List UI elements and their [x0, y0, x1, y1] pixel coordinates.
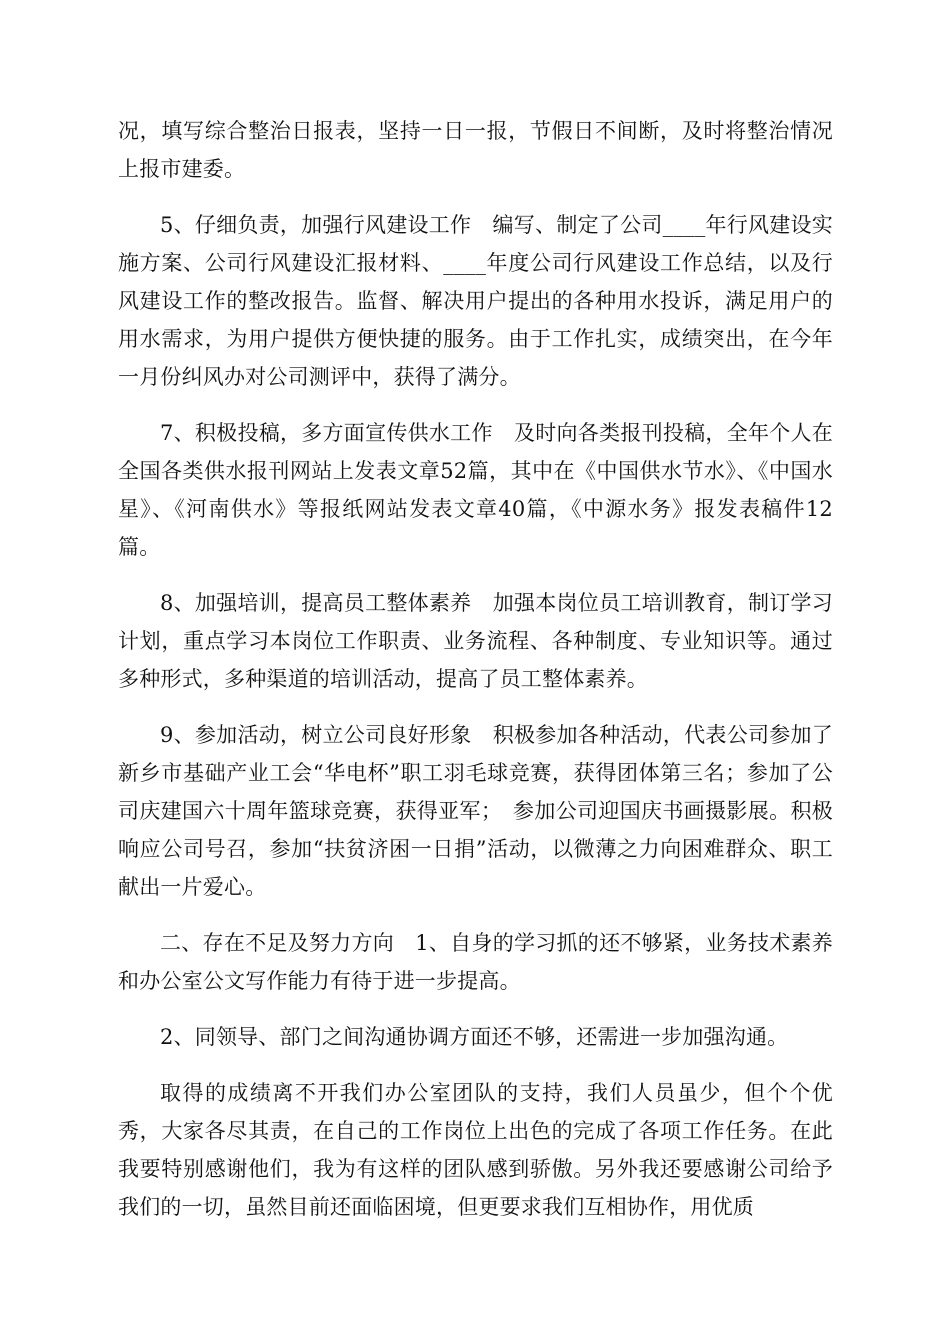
paragraph-section-2: 二、存在不足及努力方向 1、自身的学习抓的还不够紧，业务技术素养和办公室公文写作能力有待于进一步提高。	[118, 931, 833, 993]
paragraph-closing: 取得的成绩离不开我们办公室团队的支持，我们人员虽少，但个个优秀，大家各尽其责，在自己的工作岗位上出色的完成了各项工作任务。在此我要特别感谢他们，我为有这样的团队感到骄傲。另外我还要感谢公司给予我们的一切，虽然目前还面临困境，但更要求我们互相协作，用优质	[118, 1081, 833, 1219]
paragraph-item-7: 7、积极投稿，多方面宣传供水工作 及时向各类报刊投稿，全年个人在全国各类供水报刊网站上发表文章52篇，其中在《中国供水节水》、《中国水星》、《河南供水》等报纸网站发表文章40篇，《中源水务》报发表稿件12篇。	[118, 421, 833, 559]
paragraph-item-8: 8、加强培训，提高员工整体素养 加强本岗位员工培训教育，制订学习计划，重点学习本岗位工作职责、业务流程、各种制度、专业知识等。通过多种形式，多种渠道的培训活动，提高了员工整体素养。	[118, 591, 833, 691]
paragraph-continuation: 况，填写综合整治日报表，坚持一日一报，节假日不间断，及时将整治情况上报市建委。	[118, 119, 833, 181]
paragraph-item-9: 9、参加活动，树立公司良好形象 积极参加各种活动，代表公司参加了新乡市基础产业工会“华电杯”职工羽毛球竞赛，获得团体第三名；参加了公司庆建国六十周年篮球竞赛，获得亚军； 参加公司迎国庆书画摄影展。积极响应公司号召，参加“扶贫济困一日捐”活动，以微薄之力向困难群众、职工献出一片爱心。	[118, 723, 833, 899]
paragraph-item-5: 5、仔细负责，加强行风建设工作 编写、制定了公司____年行风建设实施方案、公司行风建设汇报材料、____年度公司行风建设工作总结，以及行风建设工作的整改报告。监督、解决用户提出的各种用水投诉，满足用户的用水需求，为用户提供方便快捷的服务。由于工作扎实，成绩突出，在今年一月份纠风办对公司测评中，获得了满分。	[118, 213, 833, 389]
document-page	[118, 112, 833, 1244]
paragraph-item-2: 2、同领导、部门之间沟通协调方面还不够，还需进一步加强沟通。	[160, 1025, 789, 1049]
